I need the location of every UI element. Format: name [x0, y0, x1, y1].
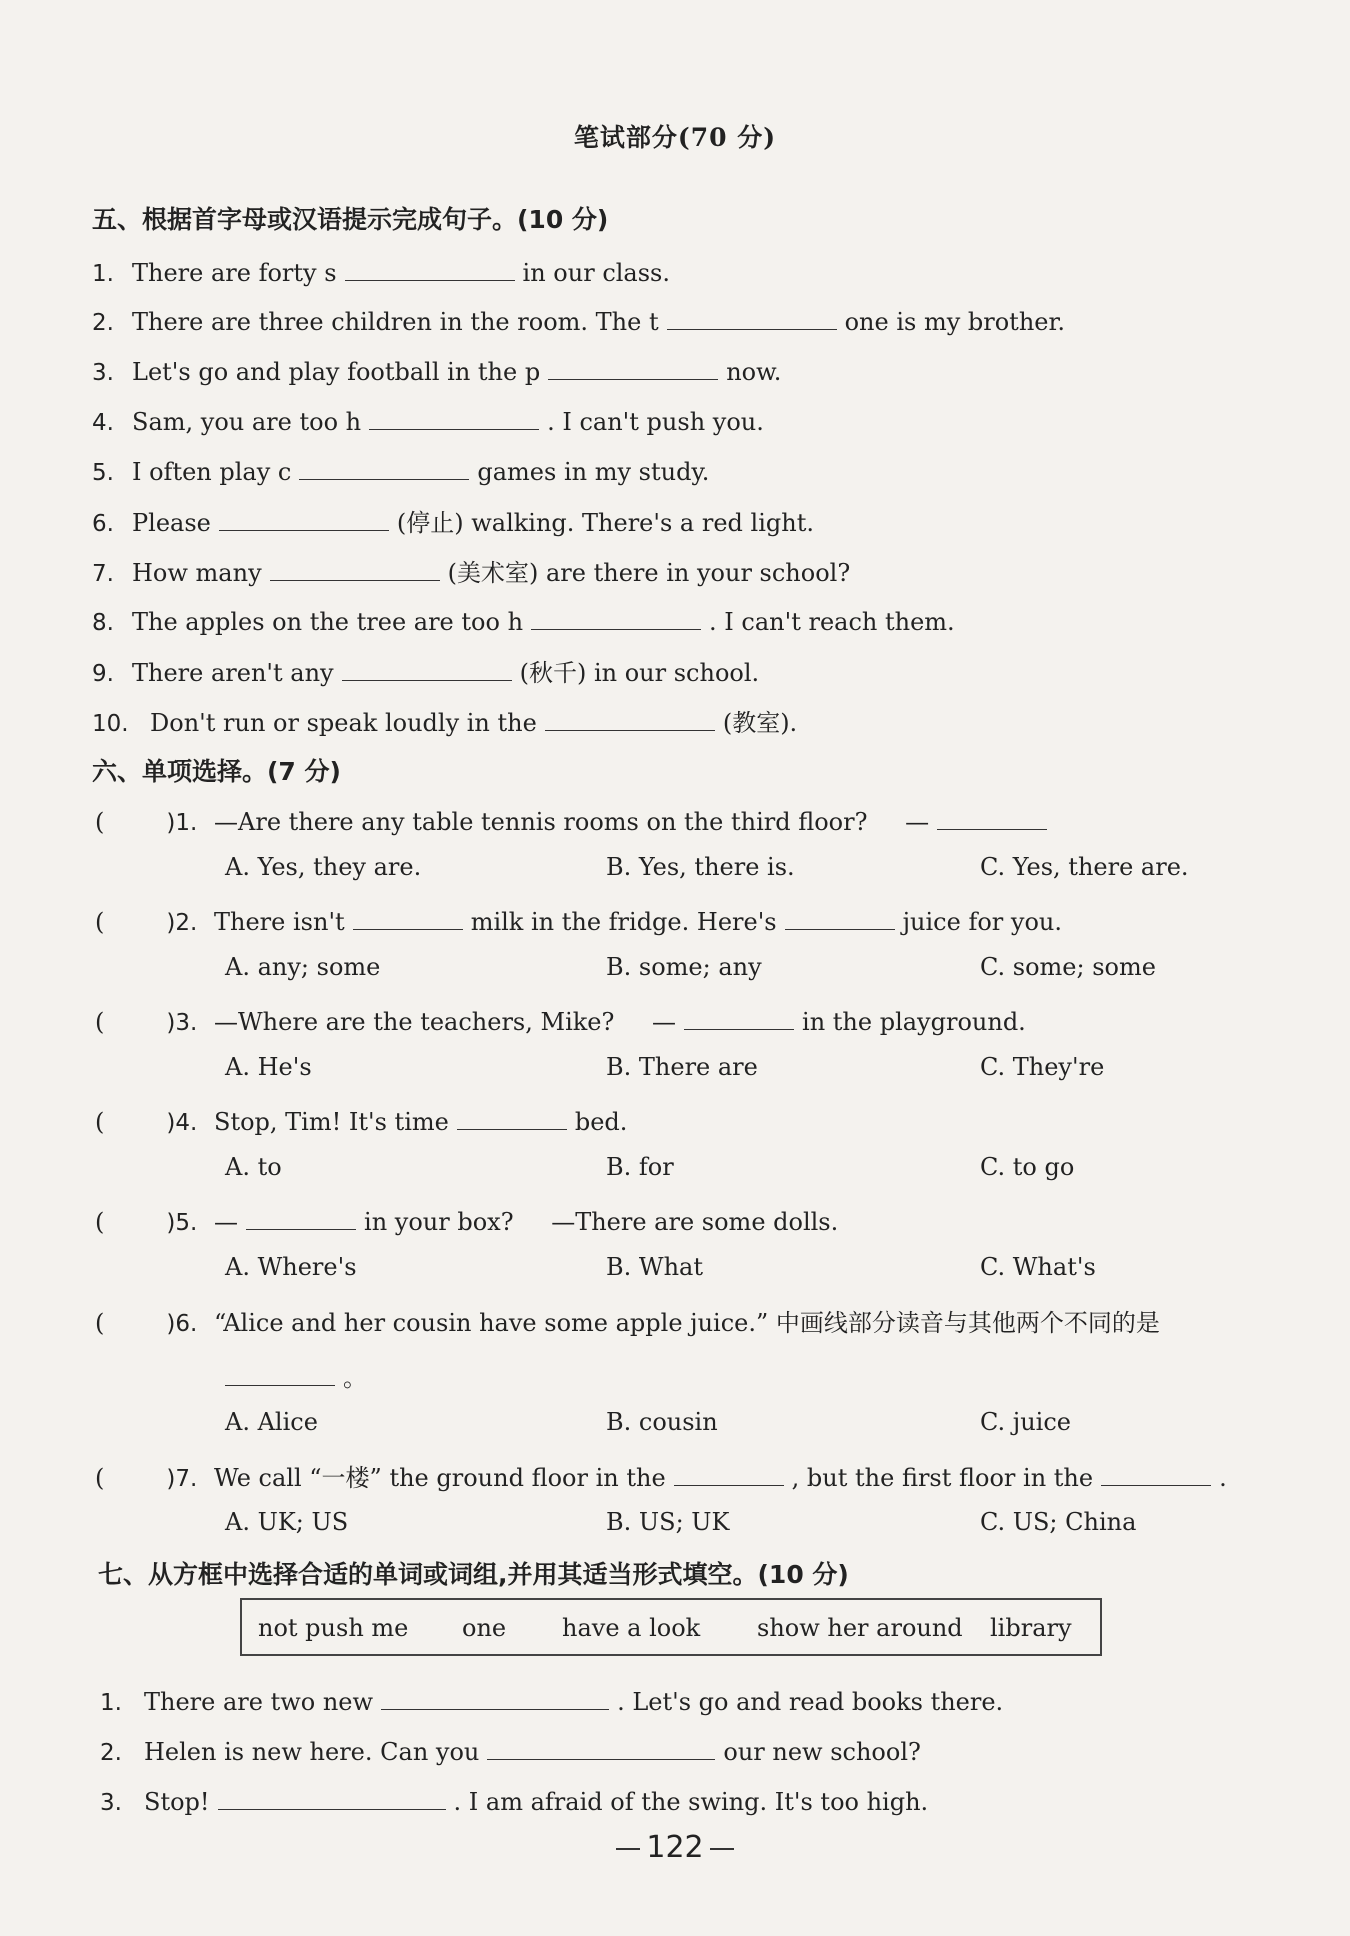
s5-item-5: 5. I often play c games in my study.	[92, 453, 709, 486]
s5-item-2: 2. There are three children in the room. The t one is my brother.	[92, 303, 1065, 336]
word-option: not push me	[258, 1614, 409, 1642]
s6-1-option-b[interactable]: B. Yes, there is.	[606, 853, 795, 881]
word-option: library	[990, 1614, 1072, 1642]
word-box	[240, 1598, 1102, 1656]
answer-blank[interactable]	[218, 1783, 446, 1810]
answer-blank[interactable]	[219, 504, 389, 531]
answer-blank[interactable]	[785, 903, 895, 930]
s6-item-7: ( )7. We call “一楼” the ground floor in the , but the first floor in the .	[95, 1458, 1227, 1493]
answer-blank[interactable]	[684, 1003, 794, 1030]
s6-7-option-c[interactable]: C. US; China	[980, 1508, 1137, 1536]
dash-left	[616, 1848, 640, 1850]
page-number: 122	[0, 1830, 1350, 1865]
s6-4-option-c[interactable]: C. to go	[980, 1153, 1075, 1181]
s6-6-option-c[interactable]: C. juice	[980, 1408, 1071, 1436]
answer-blank[interactable]	[545, 704, 715, 731]
s6-item-5: ( )5. — in your box? —There are some dolls.	[95, 1203, 838, 1236]
s7-item-1: 1. There are two new . Let's go and read books there.	[100, 1683, 1003, 1716]
s6-5-option-a[interactable]: A. Where's	[225, 1253, 357, 1281]
answer-blank[interactable]	[937, 803, 1047, 830]
s6-1-option-a[interactable]: A. Yes, they are.	[225, 853, 422, 881]
answer-blank[interactable]	[345, 254, 515, 281]
answer-blank[interactable]	[531, 603, 701, 630]
s6-5-option-b[interactable]: B. What	[606, 1253, 703, 1281]
s6-2-option-a[interactable]: A. any; some	[225, 953, 381, 981]
answer-blank[interactable]	[299, 453, 469, 480]
s5-item-9: 9. There aren't any (秋千) in our school.	[92, 653, 759, 688]
s6-2-option-b[interactable]: B. some; any	[606, 953, 762, 981]
answer-blank[interactable]	[487, 1733, 715, 1760]
answer-blank[interactable]	[457, 1103, 567, 1130]
dash-right	[710, 1848, 734, 1850]
s6-4-option-a[interactable]: A. to	[225, 1153, 282, 1181]
s5-item-7: 7. How many (美术室) are there in your school?	[92, 553, 850, 588]
section6-heading: 六、单项选择。(7 分)	[92, 757, 341, 786]
s6-item-1: ( )1. —Are there any table tennis rooms on the third floor? —	[95, 803, 1055, 836]
word-option: have a look	[562, 1614, 701, 1642]
s7-item-3: 3. Stop! . I am afraid of the swing. It's too high.	[100, 1783, 928, 1816]
s5-item-6: 6. Please (停止) walking. There's a red light.	[92, 503, 814, 538]
s7-item-2: 2. Helen is new here. Can you our new school?	[100, 1733, 921, 1766]
s6-3-option-b[interactable]: B. There are	[606, 1053, 758, 1081]
answer-blank[interactable]	[381, 1683, 609, 1710]
s6-6-option-a[interactable]: A. Alice	[225, 1408, 318, 1436]
answer-blank[interactable]	[369, 403, 539, 430]
page-title: 笔试部分(70 分)	[573, 123, 777, 152]
answer-blank[interactable]	[548, 353, 718, 380]
s6-item-6: ( )6. “Alice and her cousin have some apple juice.” 中画线部分读音与其他两个不同的是	[95, 1309, 1160, 1337]
section5-heading: 五、根据首字母或汉语提示完成句子。(10 分)	[92, 205, 609, 234]
s6-5-option-c[interactable]: C. What's	[980, 1253, 1096, 1281]
s6-item-4: ( )4. Stop, Tim! It's time bed.	[95, 1103, 627, 1136]
s6-4-option-b[interactable]: B. for	[606, 1153, 674, 1181]
s6-6-option-b[interactable]: B. cousin	[606, 1408, 718, 1436]
s5-item-4: 4. Sam, you are too h . I can't push you.	[92, 403, 764, 436]
answer-blank[interactable]	[1101, 1459, 1211, 1486]
s6-item-3: ( )3. —Where are the teachers, Mike? — in the playground.	[95, 1003, 1026, 1036]
s6-2-option-c[interactable]: C. some; some	[980, 953, 1156, 981]
s5-item-1: 1. There are forty s in our class.	[92, 254, 670, 287]
s5-item-10: 10. Don't run or speak loudly in the (教室).	[92, 703, 797, 738]
s5-item-3: 3. Let's go and play football in the p now.	[92, 353, 781, 386]
s6-1-option-c[interactable]: C. Yes, there are.	[980, 853, 1189, 881]
s5-item-8: 8. The apples on the tree are too h . I can't reach them.	[92, 603, 955, 636]
answer-blank[interactable]	[353, 903, 463, 930]
s6-item-2: ( )2. There isn't milk in the fridge. Here's juice for you.	[95, 903, 1062, 936]
answer-blank[interactable]	[674, 1459, 784, 1486]
answer-blank[interactable]	[342, 654, 512, 681]
answer-blank[interactable]	[246, 1203, 356, 1230]
section7-heading: 七、从方框中选择合适的单词或词组,并用其适当形式填空。(10 分)	[98, 1560, 849, 1589]
answer-blank[interactable]	[270, 554, 440, 581]
s6-3-option-c[interactable]: C. They're	[980, 1053, 1105, 1081]
answer-blank[interactable]	[667, 303, 837, 330]
answer-blank[interactable]	[225, 1359, 335, 1386]
s6-7-option-a[interactable]: A. UK; US	[225, 1508, 349, 1536]
s6-7-option-b[interactable]: B. US; UK	[606, 1508, 730, 1536]
word-option: show her around	[757, 1614, 963, 1642]
s6-6-answer-line: 。	[225, 1358, 367, 1393]
s6-3-option-a[interactable]: A. He's	[225, 1053, 312, 1081]
word-option: one	[462, 1614, 507, 1642]
